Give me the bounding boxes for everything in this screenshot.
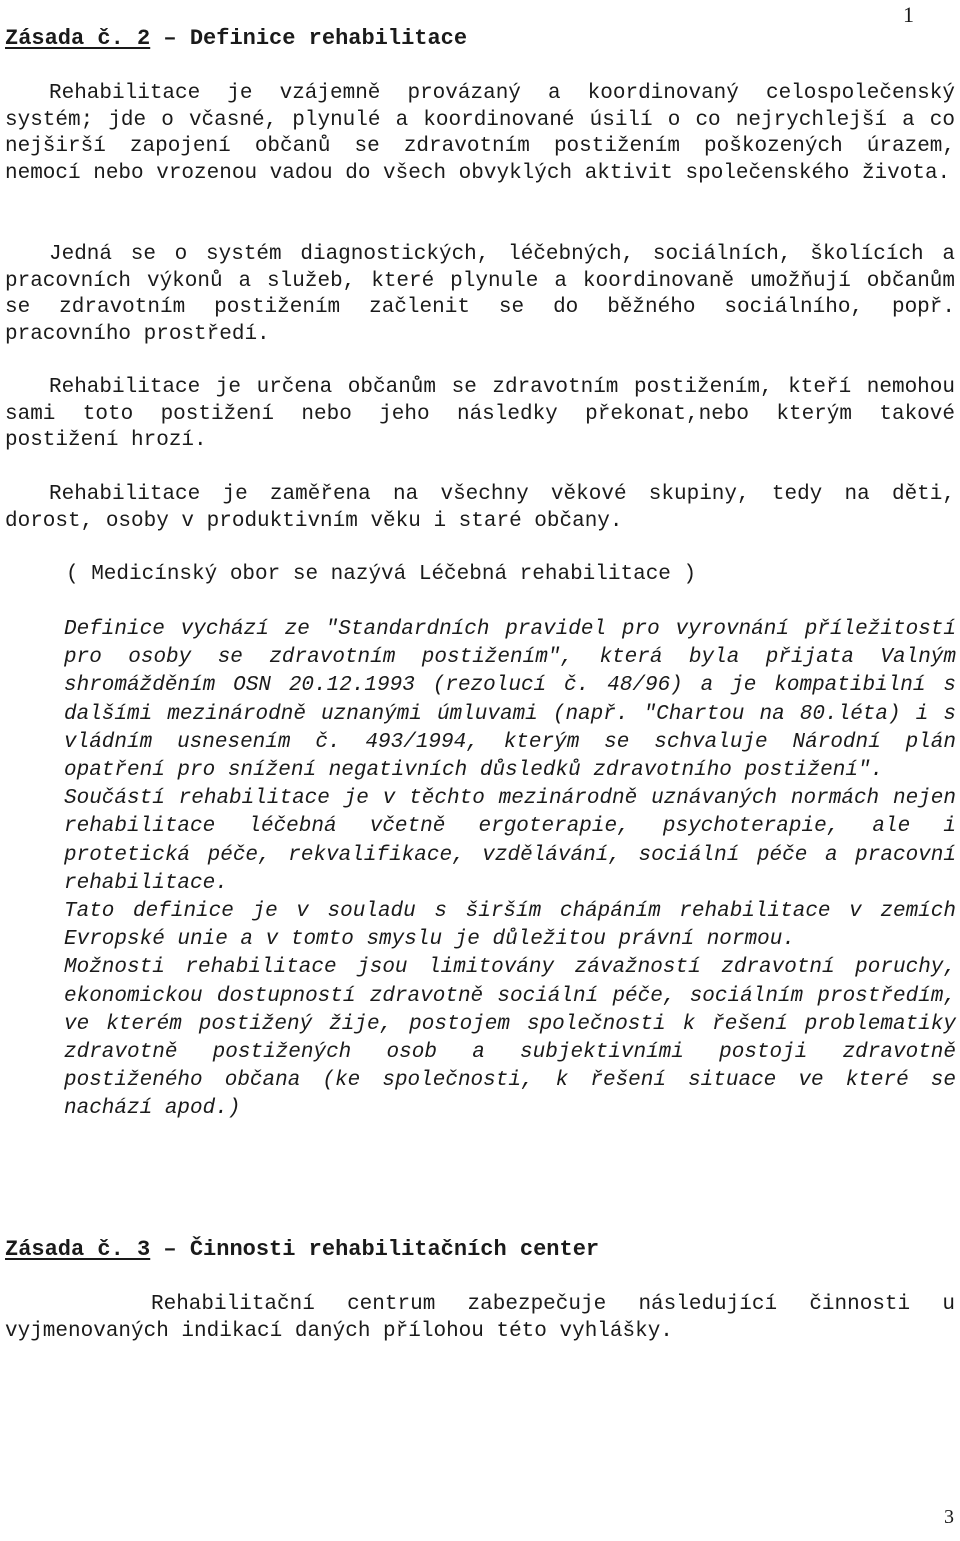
page-number-bottom: 3 <box>944 1506 954 1528</box>
medical-field-note: ( Medicínský obor se nazývá Léčebná rehabilitace ) <box>66 563 697 586</box>
italic-definition-block <box>64 616 956 1124</box>
italic-limits-paragraph: Možnosti rehabilitace jsou limitovány závažností zdravotní poruchy, ekonomickou dostupností zdravotně sociální péče, sociálním prostředím, ve kterém postižený žije, postojem společnosti k řešení problematiky zdravotně postižených osob a subjektivními postoji zdravotně postiženého občana (ke společnosti, k řešení situace ve které se nachází apod.) <box>64 956 956 1121</box>
italic-components-paragraph: Součástí rehabilitace je v těchto mezinárodně uznávaných normách nejen rehabilitace léčebná včetně ergoterapie, psychoterapie, ale i protetická péče, rekvalifikace, vzdělávání, sociální péče a pracovní rehabilitace. <box>64 787 956 895</box>
italic-source-paragraph: Definice vychází ze "Standardních pravidel pro vyrovnání příležitostí pro osoby se zdravotním postižením", která byla přijata Valným shromážděním OSN 20.12.1993 (rezolucí č. 48/96) a je kompatibilní s dalšími mezinárodně uznanými úmluvami (např. "Chartou na 80.léta) i s vládním usnesením č. 493/1994, kterým se schvaluje Národní plán opatření pro snížení negativních důsledků zdravotního postižení". <box>64 618 956 783</box>
section-3-heading-title: – Činnosti rehabilitačních center <box>150 1237 600 1262</box>
italic-eu-paragraph: Tato definice je v souladu s širším chápáním rehabilitace v zemích Evropské unie a v tomto smyslu je důležitou právní normou. <box>64 900 956 952</box>
target-group-paragraph: Rehabilitace je určena občanům se zdravotním postižením, kteří nemohou sami toto postižení nebo jeho následky překonat,nebo kterým takové postižení hrozí. <box>5 376 955 453</box>
page-number-top: 1 <box>903 2 914 27</box>
section-2-heading <box>5 26 467 52</box>
rehabilitation-center-paragraph: Rehabilitační centrum zabezpečuje následující činnosti u vyjmenovaných indikací daných přílohou této vyhlášky. <box>5 1293 955 1343</box>
section-3-heading-prefix: Zásada č. 3 <box>5 1237 151 1262</box>
section-3-heading <box>5 1237 599 1263</box>
definition-paragraph: Rehabilitace je vzájemně provázaný a koordinovaný celospolečenský systém; jde o včasné, plynulé a koordinované úsilí o co nejrychlejší a co nejširší zapojení občanů se zdravotním postižením poškozených úrazem, nemocí nebo vrozenou vadou do všech obvyklých aktivit společenského života. <box>5 82 955 185</box>
age-groups-paragraph: Rehabilitace je zaměřena na všechny věkové skupiny, tedy na děti, dorost, osoby v produktivním věku i staré občany. <box>5 483 955 533</box>
section-2-heading-prefix: Zásada č. 2 <box>5 26 151 51</box>
system-paragraph: Jedná se o systém diagnostických, léčebných, sociálních, školících a pracovních výkonů a služeb, které plynule a koordinovaně umožňují občanům se zdravotním postižením začlenit se do běžného sociálního, popř. pracovního prostředí. <box>5 243 955 346</box>
section-2-heading-title: – Definice rehabilitace <box>150 26 468 51</box>
